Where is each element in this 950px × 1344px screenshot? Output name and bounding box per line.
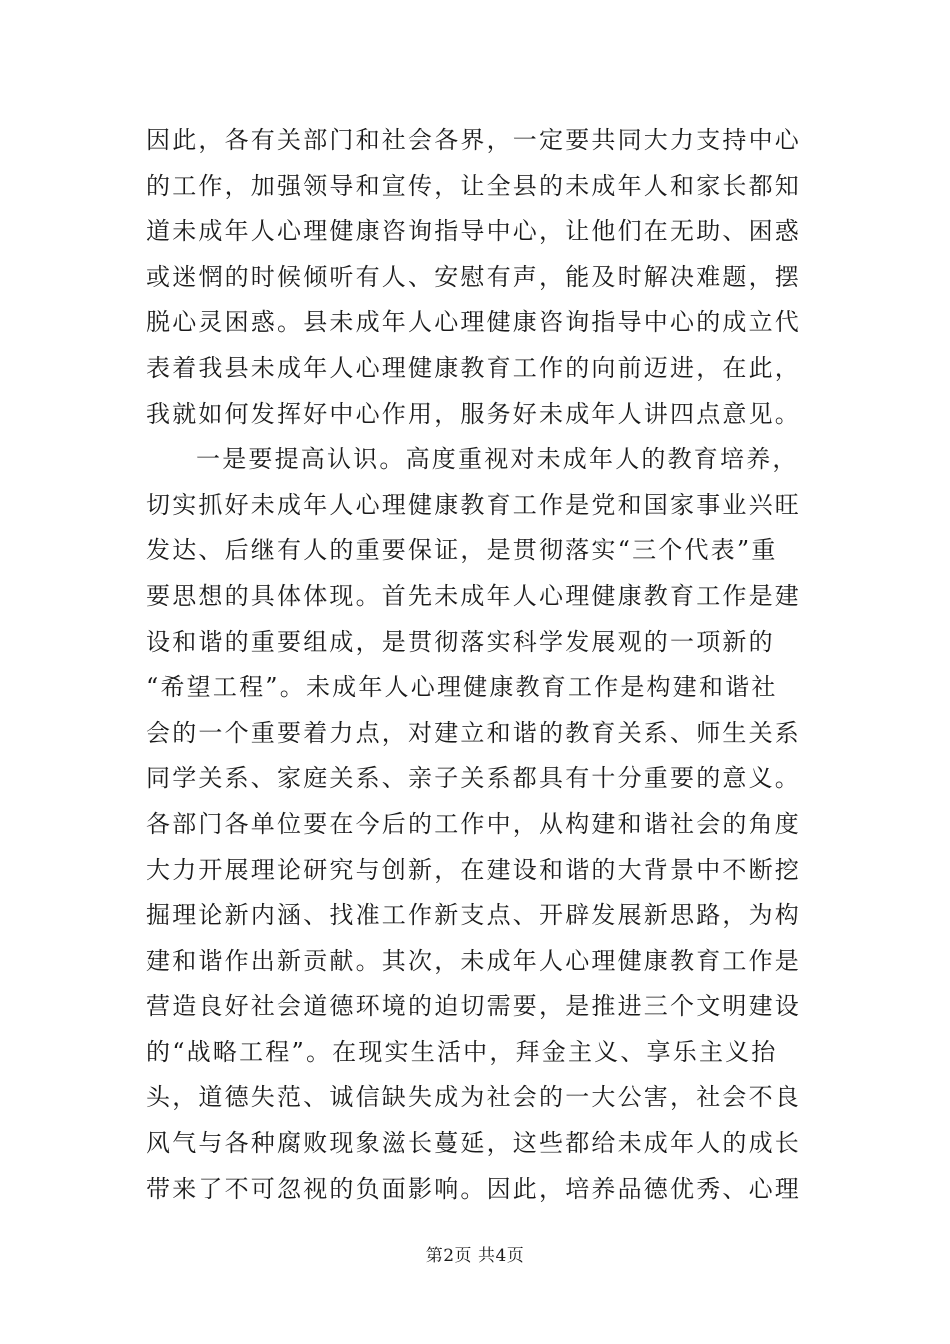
text-line: 因此，各有关部门和社会各界，一定要共同大力支持中心 [146, 126, 801, 154]
text-line: 营造良好社会道德环境的迫切需要，是推进三个文明建设 [146, 992, 801, 1021]
text-line: 要思想的具体体现。首先未成年人心理健康教育工作是建 [146, 581, 801, 610]
page-number-footer: 第2页 共4页 [425, 1246, 525, 1266]
text-line: 风气与各种腐败现象滋长蔓延，这些都给未成年人的成长 [146, 1129, 801, 1158]
text-line: 同学关系、家庭关系、亲子关系都具有十分重要的意义。 [146, 764, 801, 793]
text-line: 切实抓好未成年人心理健康教育工作是党和国家事业兴旺 [146, 490, 801, 519]
text-line: 会的一个重要着力点，对建立和谐的教育关系、师生关系 [146, 718, 801, 747]
text-line: 我就如何发挥好中心作用，服务好未成年人讲四点意见。 [146, 399, 801, 428]
text-line: 头，道德失范、诚信缺失成为社会的一大公害，社会不良 [146, 1083, 801, 1112]
text-line: 发达、后继有人的重要保证，是贯彻落实“三个代表”重 [146, 536, 778, 565]
text-line: 或迷惘的时候倾听有人、安慰有声，能及时解决难题，摆 [146, 262, 801, 291]
text-line: 表着我县未成年人心理健康教育工作的向前迈进，在此， [146, 353, 801, 382]
text-line: 建和谐作出新贡献。其次，未成年人心理健康教育工作是 [146, 946, 801, 975]
text-line: 的“战略工程”。在现实生活中，拜金主义、享乐主义抬 [146, 1037, 778, 1066]
paragraph-start-line: 一是要提高认识。高度重视对未成年人的教育培养， [196, 445, 799, 474]
text-line: 的工作，加强领导和宣传，让全县的未成年人和家长都知 [146, 171, 801, 200]
body-text [146, 118, 806, 1212]
text-line: 脱心灵困惑。县未成年人心理健康咨询指导中心的成立代 [146, 308, 801, 337]
text-line: 各部门各单位要在今后的工作中，从构建和谐社会的角度 [146, 809, 801, 838]
text-line: 大力开展理论研究与创新，在建设和谐的大背景中不断挖 [146, 855, 801, 884]
text-line: 设和谐的重要组成，是贯彻落实科学发展观的一项新的 [146, 627, 775, 656]
text-line: 带来了不可忽视的负面影响。因此，培养品德优秀、心理 [146, 1174, 801, 1203]
text-line: 掘理论新内涵、找准工作新支点、开辟发展新思路，为构 [146, 901, 801, 930]
text-line: “希望工程”。未成年人心理健康教育工作是构建和谐社 [146, 673, 778, 702]
text-line: 道未成年人心理健康咨询指导中心，让他们在无助、困惑 [146, 217, 801, 246]
